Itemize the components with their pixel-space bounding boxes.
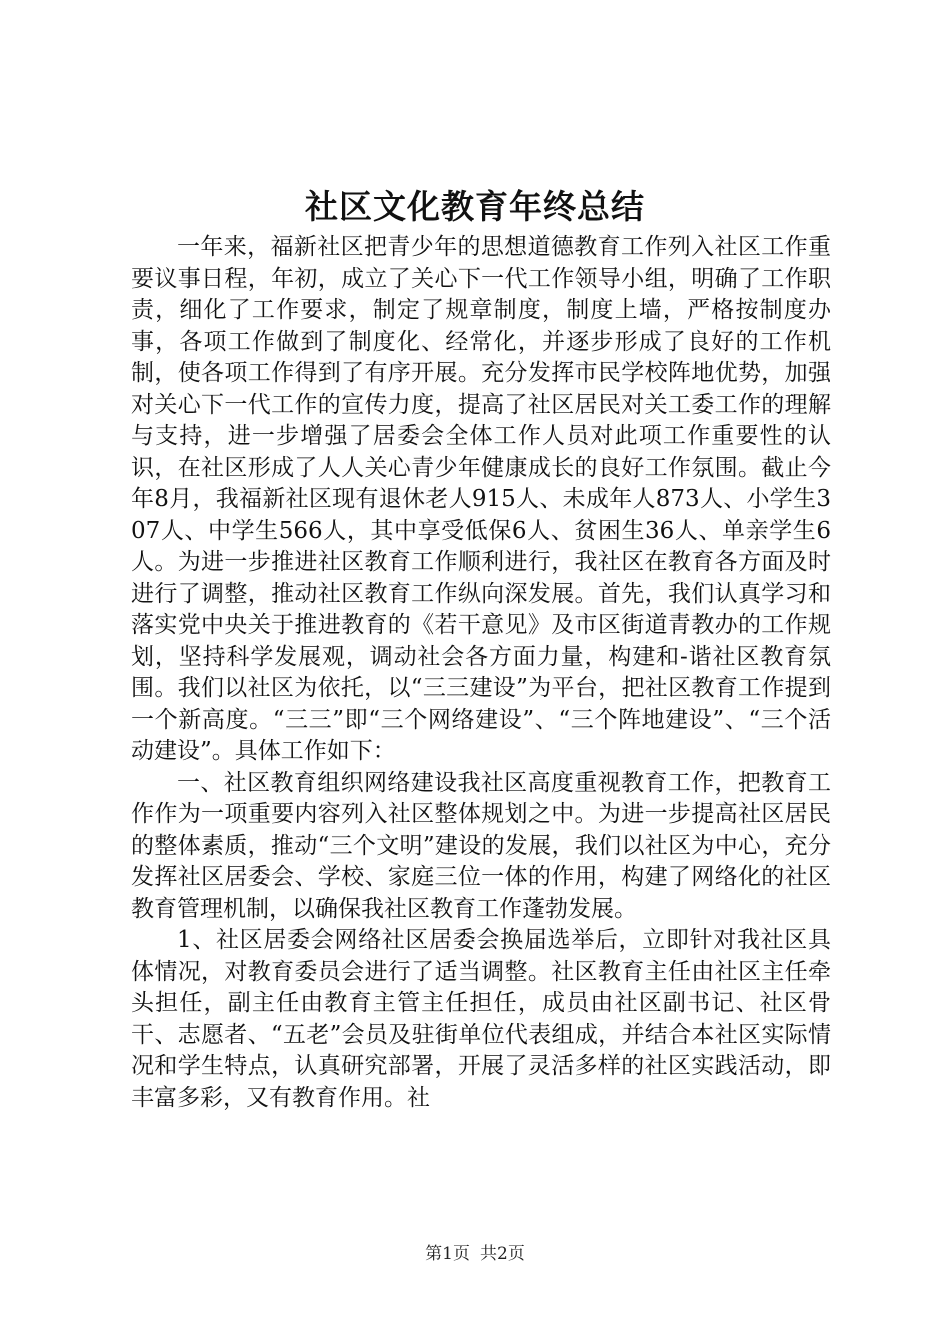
document-body bbox=[131, 232, 831, 1114]
page-total: 共2页 bbox=[480, 1244, 525, 1264]
document-title: 社区文化教育年终总结 bbox=[305, 187, 645, 226]
paragraph-item-one: 1、社区居委会网络社区居委会换届选举后，立即针对我社区具体情况，对教育委员会进行了适当调整。社区教育主任由社区主任牵头担任，副主任由教育主管主任担任，成员由社区副书记、社区骨干、志愿者、“五老”会员及驻街单位代表组成，并结合本社区实际情况和学生特点，认真研究部署，开展了灵活多样的社区实践活动，即丰富多彩，又有教育作用。社 bbox=[131, 927, 831, 1111]
paragraph-intro: 一年来，福新社区把青少年的思想道德教育工作列入社区工作重要议事日程，年初，成立了关心下一代工作领导小组，明确了工作职责，细化了工作要求，制定了规章制度，制度上墙，严格按制度办事，各项工作做到了制度化、经常化，并逐步形成了良好的工作机制，使各项工作得到了有序开展。充分发挥市民学校阵地优势，加强对关心下一代工作的宣传力度，提高了社区居民对关工委工作的理解与支持，进一步增强了居委会全体工作人员对此项工作重要性的认识，在社区形成了人人关心青少年健康成长的良好工作氛围。截止今年8月，我福新社区现有退休老人915人、未成年人873人、小学生307人、中学生566人，其中享受低保6人、贫困生36人、单亲学生6人。为进一步推进社区教育工作顺利进行，我社区在教育各方面及时进行了调整，推动社区教育工作纵向深发展。首先，我们认真学习和落实党中央关于推进教育的《若干意见》及市区街道青教办的工作规划，坚持科学发展观，调动社会各方面力量，构建和-谐社区教育氛围。我们以社区为依托，以“三三建设”为平台，把社区教育工作提到一个新高度。“三三”即“三个网络建设”、“三个阵地建设”、“三个活动建设”。具体工作如下： bbox=[131, 234, 831, 764]
page-number: 第1页 bbox=[425, 1244, 470, 1264]
page-footer bbox=[0, 1242, 950, 1266]
paragraph-section-one: 一、社区教育组织网络建设我社区高度重视教育工作，把教育工作作为一项重要内容列入社区整体规划之中。为进一步提高社区居民的整体素质，推动“三个文明”建设的发展，我们以社区为中心，充分发挥社区居委会、学校、家庭三位一体的作用，构建了网络化的社区教育管理机制，以确保我社区教育工作蓬勃发展。 bbox=[131, 769, 831, 922]
